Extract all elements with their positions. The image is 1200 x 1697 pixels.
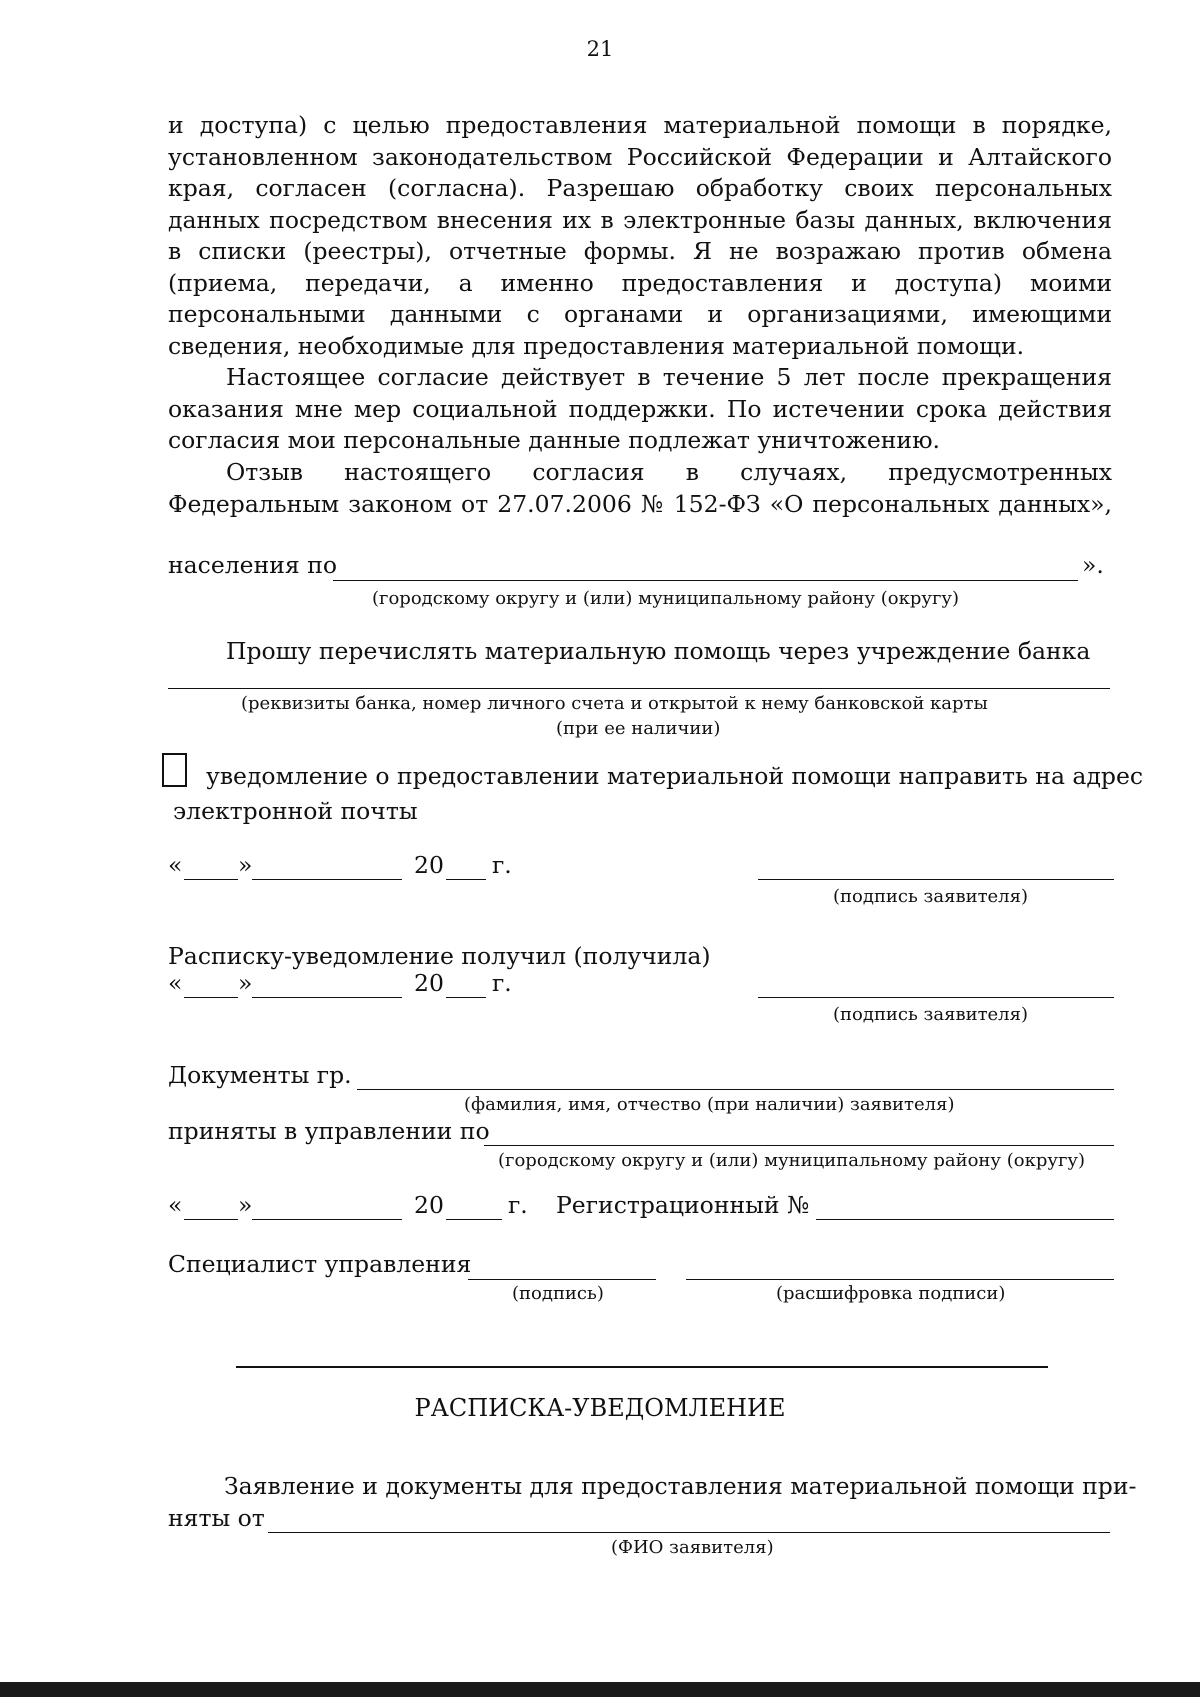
consent-district-suffix: ». xyxy=(1082,551,1104,579)
date-day-field[interactable] xyxy=(184,1219,238,1220)
date-month-field[interactable] xyxy=(252,879,402,880)
receipt-fio-hint: (ФИО заявителя) xyxy=(611,1537,774,1558)
date-quote-close: » xyxy=(238,1191,253,1219)
consent-district-prefix: населения по xyxy=(168,551,338,579)
date-year-suffix: г. xyxy=(508,1191,528,1219)
consent-district-field[interactable] xyxy=(333,580,1078,581)
accepted-district-field[interactable] xyxy=(484,1145,1114,1146)
date-quote-open: « xyxy=(168,969,183,997)
date-quote-open: « xyxy=(168,1191,183,1219)
page-number: 21 xyxy=(586,37,614,61)
receipt-notice-title: РАСПИСКА-УВЕДОМЛЕНИЕ xyxy=(414,1394,786,1422)
applicant-signature-hint: (подпись заявителя) xyxy=(833,886,1028,907)
cut-line xyxy=(236,1366,1048,1368)
date-quote-close: » xyxy=(238,969,253,997)
consent-paragraph-1: и доступа) с целью предоставления материальной помощи в порядке, установленном законодательством Российской Федерации и Алтайского края, согласен (согласна). Разрешаю обработку своих персональных данных посредством внесения их в электронные базы данных, включения в списки (реестры), отчетные формы. Я не возражаю против обмена (приема, передачи, а именно предоставления и доступа) моими персональными данными с органами и организациями, имеющими сведения, необходимые для предоставления материальной помощи. xyxy=(168,111,1112,360)
bank-label: Прошу перечислять материальную помощь через учреждение банка xyxy=(226,637,1091,665)
receipt-notice-text-line2: няты от xyxy=(168,1504,265,1532)
date-year-prefix: 20 xyxy=(414,1191,444,1219)
email-notice-line2: электронной почты xyxy=(173,797,418,825)
date-quote-open: « xyxy=(168,851,183,879)
consent-paragraph-2: Настоящее согласие действует в течение 5 лет после прекращения оказания мне мер социальной поддержки. По истечении срока действия согласия мои персональные данные подлежат уничтожению. xyxy=(168,363,1112,454)
date-month-field[interactable] xyxy=(252,1219,402,1220)
applicant-name-hint: (фамилия, имя, отчество (при наличии) заявителя) xyxy=(464,1094,955,1115)
email-notice-checkbox[interactable] xyxy=(162,753,187,787)
date-day-field[interactable] xyxy=(184,997,238,998)
receipt-notice-text-line1: Заявление и документы для предоставления материальной помощи при- xyxy=(224,1472,1137,1500)
bank-hint-line2: (при ее наличии) xyxy=(556,718,721,739)
specialist-label: Специалист управления xyxy=(168,1250,472,1278)
specialist-decode-hint: (расшифровка подписи) xyxy=(776,1283,1006,1304)
specialist-signature-field[interactable] xyxy=(468,1279,656,1280)
date-year-suffix: г. xyxy=(492,969,512,997)
accepted-label: приняты в управлении по xyxy=(168,1117,490,1145)
scan-bottom-edge xyxy=(0,1682,1200,1697)
applicant-name-field[interactable] xyxy=(357,1089,1114,1090)
date-year-field[interactable] xyxy=(446,997,486,998)
bank-hint-line1: (реквизиты банка, номер личного счета и открытой к нему банковской карты xyxy=(241,693,988,714)
bank-details-field[interactable] xyxy=(168,688,1110,689)
registration-number-label: Регистрационный № xyxy=(556,1191,810,1219)
date-year-prefix: 20 xyxy=(414,969,444,997)
date-quote-close: » xyxy=(238,851,253,879)
applicant-signature-hint: (подпись заявителя) xyxy=(833,1004,1028,1025)
date-year-field[interactable] xyxy=(446,1219,502,1220)
date-month-field[interactable] xyxy=(252,997,402,998)
receipt-received-label: Расписку-уведомление получил (получила) xyxy=(168,942,711,970)
applicant-signature-field[interactable] xyxy=(758,879,1114,880)
accepted-district-hint: (городскому округу и (или) муниципальному району (округу) xyxy=(498,1150,1086,1171)
date-year-prefix: 20 xyxy=(414,851,444,879)
date-day-field[interactable] xyxy=(184,879,238,880)
date-year-field[interactable] xyxy=(446,879,486,880)
date-year-suffix: г. xyxy=(492,851,512,879)
registration-number-field[interactable] xyxy=(816,1219,1114,1220)
documents-label: Документы гр. xyxy=(168,1061,352,1089)
specialist-signature-decode-field[interactable] xyxy=(686,1279,1114,1280)
consent-paragraph-3: Отзыв настоящего согласия в случаях, предусмотренных Федеральным законом от 27.07.2006 № 152-ФЗ «О персональных данных», xyxy=(168,458,1112,518)
consent-district-hint: (городскому округу и (или) муниципальному району (округу) xyxy=(372,588,960,609)
email-notice-line1: уведомление о предоставлении материальной помощи направить на адрес xyxy=(206,762,1144,790)
applicant-signature-field[interactable] xyxy=(758,997,1114,998)
specialist-signature-hint: (подпись) xyxy=(512,1283,604,1304)
receipt-fio-field[interactable] xyxy=(268,1532,1110,1533)
